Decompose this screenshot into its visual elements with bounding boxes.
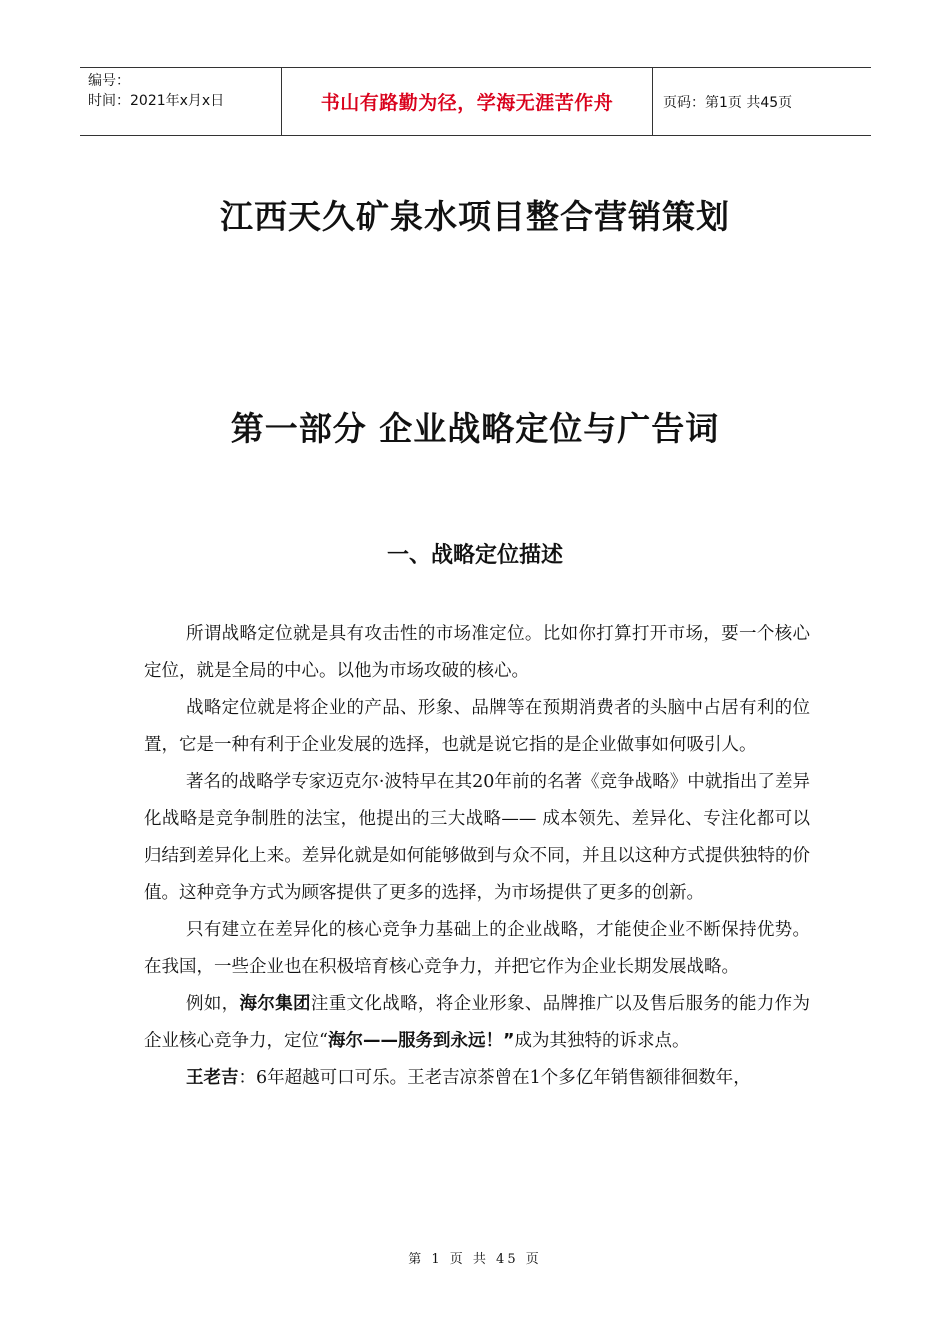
paragraph-4: 只有建立在差异化的核心竞争力基础上的企业战略，才能使企业不断保持优势。在我国，一些企业也在积极培育核心竞争力，并把它作为企业长期发展战略。 xyxy=(144,920,810,977)
p5-text-b: 注重文化战略，将企业形象、品牌推广以及售后服务的能力作为企业核心竞争力，定位“ xyxy=(144,994,811,1051)
header-page-info xyxy=(653,68,871,135)
part-title: 第一部分 企业战略定位与广告词 xyxy=(230,409,720,448)
p6-bold-wanglaoji: 王老吉 xyxy=(186,1068,239,1088)
date-line: 时间：2021年x月x日 xyxy=(88,93,225,109)
p5-text-c: 成为其独特的诉求点。 xyxy=(514,1031,690,1051)
paragraph-2: 战略定位就是将企业的产品、形象、品牌等在预期消费者的头脑中占居有利的位置，它是一种有利于企业发展的选择，也就是说它指的是企业做事如何吸引人。 xyxy=(144,698,810,755)
p5-text-a: 例如， xyxy=(186,994,240,1014)
motto-text: 书山有路勤为径，学海无涯苦作舟 xyxy=(320,92,614,114)
header-meta xyxy=(80,68,281,135)
p6-text: ：6年超越可口可乐。王老吉凉茶曾在1个多亿年销售额徘徊数年， xyxy=(238,1068,751,1088)
paragraph-5 xyxy=(144,986,810,1060)
paragraph-3: 著名的战略学专家迈克尔·波特早在其20年前的名著《竞争战略》中就指出了差异化战略是竞争制胜的法宝，他提出的三大战略—— 成本领先、差异化、专注化都可以归结到差异化上来。差异化就是如何能够做到与众不同，并且以这种方式提供独特的价值。这种竞争方式为顾客提供了更多的选择，为市场提供了更多的创新。 xyxy=(144,772,810,903)
header-motto-cell xyxy=(281,68,653,135)
p5-bold-slogan: 海尔——服务到永远！” xyxy=(327,1031,515,1051)
paragraph-1: 所谓战略定位就是具有攻击性的市场准定位。比如你打算打开市场，要一个核心定位，就是全局的中心。以他为市场攻破的核心。 xyxy=(144,624,810,681)
document-title: 江西天久矿泉水项目整合营销策划 xyxy=(220,197,730,236)
paragraph-6 xyxy=(144,1060,810,1097)
body-text xyxy=(144,616,810,1097)
page-info-text: 页码：第1页 共45页 xyxy=(663,94,793,111)
number-label: 编号： xyxy=(88,73,130,89)
page-header xyxy=(80,67,871,136)
page-footer: 第 1 页 共 45 页 xyxy=(408,1252,542,1267)
p5-bold-haier: 海尔集团 xyxy=(239,994,311,1014)
section-title: 一、战略定位描述 xyxy=(386,543,563,568)
